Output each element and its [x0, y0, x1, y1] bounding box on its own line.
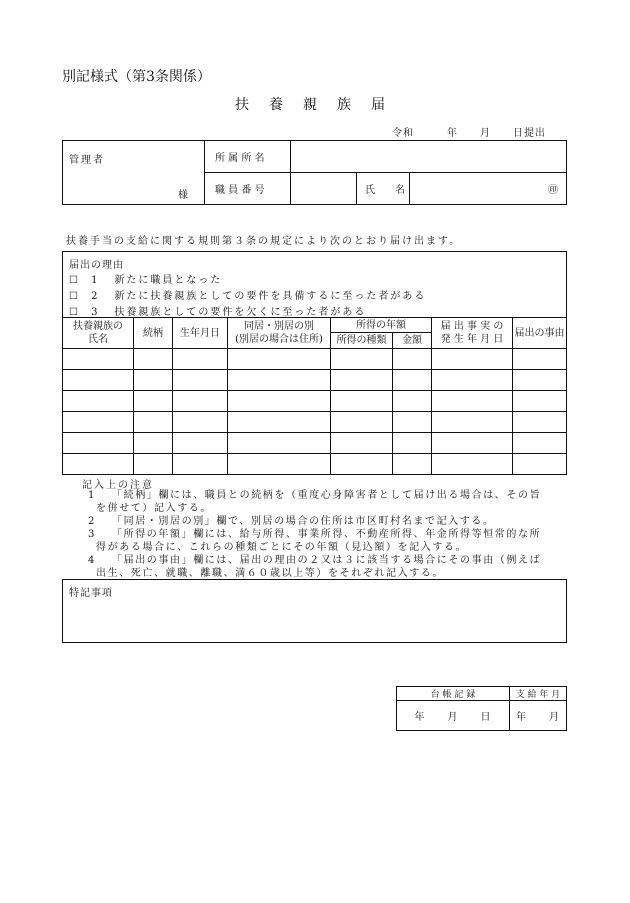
- dependent-cell[interactable]: [432, 433, 513, 454]
- note-item-4: [88, 554, 541, 567]
- dependent-cell[interactable]: [228, 349, 331, 370]
- dependent-cell[interactable]: [134, 433, 173, 454]
- note-item-3: [88, 528, 541, 541]
- dependent-cell[interactable]: [432, 370, 513, 391]
- col-residence-line2: (別居の場合は住所): [235, 334, 323, 345]
- note-line-1a: 「続柄」欄には、職員との続柄を（重度心身障害者として届け出る場合は、その旨: [112, 490, 542, 501]
- special-notes-box[interactable]: [62, 579, 567, 643]
- ledger-table: [396, 686, 567, 731]
- note-num-3: 3: [88, 529, 96, 540]
- col-fact-date-line1: 届 出 事 実 の: [440, 321, 504, 332]
- reason-num-3: 3: [91, 307, 98, 318]
- dependent-cell[interactable]: [173, 349, 228, 370]
- reason-heading: 届出の理由: [69, 260, 124, 271]
- dependent-cell[interactable]: [513, 370, 567, 391]
- dependent-row: [63, 391, 567, 412]
- dependent-cell[interactable]: [228, 433, 331, 454]
- note-line-4a: 「届出の事由」欄には、届出の理由の２又は３に該当する場合にその事由（例えば: [112, 555, 542, 566]
- dependent-cell[interactable]: [513, 391, 567, 412]
- dependent-cell[interactable]: [63, 391, 134, 412]
- note-line-3b: 得がある場合に、これらの種類ごとにその年額（見込額）を記入する。: [96, 542, 468, 553]
- dependent-cell[interactable]: [173, 391, 228, 412]
- affiliation-label: 所 属 所 名: [205, 141, 291, 173]
- dependent-cell[interactable]: [331, 349, 393, 370]
- dependent-cell[interactable]: [228, 454, 331, 475]
- col-relation-header: 続柄: [134, 318, 173, 349]
- dependent-cell[interactable]: [63, 433, 134, 454]
- pay-date-field[interactable]: 年 月: [510, 701, 567, 731]
- col-name-header: [63, 318, 134, 349]
- checkbox-2[interactable]: ☐: [69, 291, 78, 302]
- seal-icon: ㊞: [548, 185, 559, 196]
- dependent-cell[interactable]: [134, 412, 173, 433]
- dependent-cell[interactable]: [393, 370, 432, 391]
- reason-option-2[interactable]: [69, 287, 426, 302]
- dependent-row: [63, 433, 567, 454]
- sama-label: 様: [178, 190, 188, 201]
- dependent-cell[interactable]: [432, 391, 513, 412]
- applicant-info-table: [62, 140, 567, 205]
- dependent-row: [63, 370, 567, 391]
- dependent-cell[interactable]: [393, 349, 432, 370]
- dependent-cell[interactable]: [393, 391, 432, 412]
- note-item-1: [88, 489, 541, 502]
- name-field[interactable]: [410, 173, 567, 205]
- employee-no-field[interactable]: [291, 173, 357, 205]
- dependent-cell[interactable]: [134, 370, 173, 391]
- reason-option-1[interactable]: [69, 271, 222, 286]
- dependent-cell[interactable]: [331, 391, 393, 412]
- note-item-2: [88, 515, 541, 528]
- note-line-2a: 「同居・別居の別」欄で、別居の場合の住所は市区町村名まで記入する。: [112, 516, 495, 527]
- notes-heading: 記入上の注意: [82, 480, 154, 491]
- note-num-4: 4: [88, 555, 96, 566]
- dependent-cell[interactable]: [134, 349, 173, 370]
- dependent-cell[interactable]: [173, 433, 228, 454]
- name-label: 氏 名: [357, 173, 410, 205]
- col-income-amount-header: 金額: [393, 333, 432, 349]
- dependent-cell[interactable]: [63, 370, 134, 391]
- checkbox-1[interactable]: ☐: [69, 275, 78, 286]
- reason-num-1: 1: [91, 275, 98, 286]
- dependent-cell[interactable]: [173, 454, 228, 475]
- dependent-cell[interactable]: [331, 370, 393, 391]
- dependent-cell[interactable]: [173, 412, 228, 433]
- dependents-rows: [63, 349, 567, 475]
- notes-list: [88, 489, 541, 580]
- reason-option-3[interactable]: [69, 303, 366, 318]
- dependent-cell[interactable]: [331, 433, 393, 454]
- col-birthdate-header: 生年月日: [173, 318, 228, 349]
- ledger-date-field[interactable]: 年 月 日: [397, 701, 510, 731]
- intro-text: 扶養手当の支給に関する規則第３条の規定により次のとおり届け出ます。: [66, 236, 462, 247]
- manager-cell: [63, 141, 205, 205]
- reason-text-1: 新たに職員となった: [114, 275, 223, 286]
- col-income-header: 所得の年額: [331, 318, 432, 333]
- dependent-row: [63, 454, 567, 475]
- dependent-cell[interactable]: [513, 349, 567, 370]
- dependent-row: [63, 412, 567, 433]
- note-line-1b: を併せて）記入する。: [96, 503, 212, 514]
- submission-date: 令和 年 月 日提出: [392, 128, 546, 139]
- form-label: 別記様式（第3条関係）: [62, 69, 211, 85]
- dependent-cell[interactable]: [134, 391, 173, 412]
- reason-num-2: 2: [91, 291, 98, 302]
- pay-label: 支 給 年 月: [510, 687, 567, 701]
- dependent-cell[interactable]: [513, 433, 567, 454]
- dependent-cell[interactable]: [228, 412, 331, 433]
- dependent-cell[interactable]: [134, 454, 173, 475]
- col-residence-header: [228, 318, 331, 349]
- dependent-cell[interactable]: [331, 412, 393, 433]
- dependent-cell[interactable]: [432, 349, 513, 370]
- note-num-1: 1: [88, 490, 96, 501]
- page-title: 扶 養 親 族 届: [235, 97, 388, 113]
- dependent-cell[interactable]: [173, 370, 228, 391]
- dependent-cell[interactable]: [393, 433, 432, 454]
- note-line-3a: 「所得の年額」欄には、給与所得、事業所得、不動産所得、年金所得等恒常的な所: [112, 529, 542, 540]
- col-name-line1: 扶養親族の: [73, 321, 123, 332]
- col-fact-date-line2: 発 生 年 月 日: [440, 334, 504, 345]
- reason-text-3: 扶養親族としての要件を欠くに至った者がある: [114, 307, 367, 318]
- reason-text-2: 新たに扶養親族としての要件を具備するに至った者がある: [114, 291, 427, 302]
- dependent-cell[interactable]: [331, 454, 393, 475]
- col-residence-line1: 同居・別居の別: [244, 321, 314, 332]
- dependents-table: [62, 317, 567, 475]
- manager-label: 管理者: [69, 155, 105, 166]
- dependent-cell[interactable]: [393, 454, 432, 475]
- dependent-cell[interactable]: [228, 370, 331, 391]
- checkbox-3[interactable]: ☐: [69, 307, 78, 318]
- dependent-cell[interactable]: [513, 412, 567, 433]
- col-fact-date-header: [432, 318, 513, 349]
- col-reason-header: 届出の事由: [513, 318, 567, 349]
- note-line-4b: 出生、死亡、就職、離職、満６０歳以上等）をそれぞれ記入する。: [96, 568, 444, 579]
- dependent-cell[interactable]: [63, 454, 134, 475]
- col-name-line2: 氏名: [88, 334, 108, 345]
- dependent-cell[interactable]: [513, 454, 567, 475]
- reason-section: [62, 251, 567, 318]
- dependent-cell[interactable]: [63, 349, 134, 370]
- affiliation-field[interactable]: [291, 141, 567, 173]
- dependent-cell[interactable]: [63, 412, 134, 433]
- ledger-label: 台 帳 記 録: [397, 687, 510, 701]
- dependent-cell[interactable]: [432, 454, 513, 475]
- dependent-cell[interactable]: [432, 412, 513, 433]
- dependent-cell[interactable]: [228, 391, 331, 412]
- col-income-type-header: 所得の種類: [331, 333, 393, 349]
- dependent-row: [63, 349, 567, 370]
- note-num-2: 2: [88, 516, 96, 527]
- employee-no-label: 職 員 番 号: [205, 173, 291, 205]
- special-notes-heading: 特記事項: [69, 588, 113, 599]
- dependent-cell[interactable]: [393, 412, 432, 433]
